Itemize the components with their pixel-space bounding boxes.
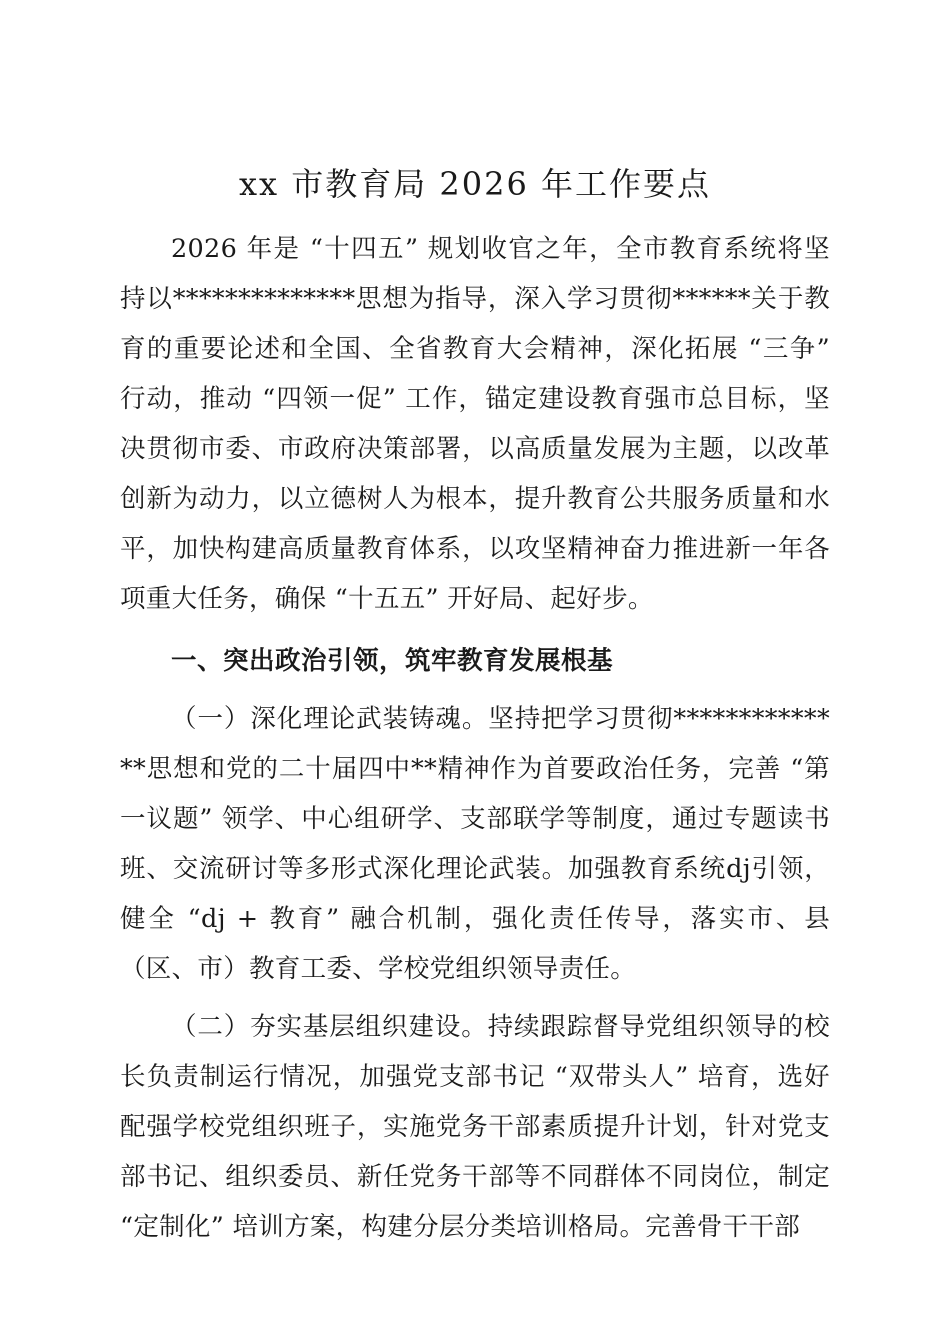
paragraph-intro: 2026 年是 “十四五” 规划收官之年，全市教育系统将坚持以**************思想为指导，深入学习贯彻******关于教育的重要论述和全国、全省教育大会精神，深化拓展 “三争” 行动，推动 “四领一促” 工作，锚定建设教育强市总目标，坚决贯彻市委、市政府决策部署，以高质量发展为主题，以改革创新为动力，以立德树人为根本，提升教育公共服务质量和水平，加快构建高质量教育体系，以攻坚精神奋力推进新一年各项重大任务，确保 “十五五” 开好局、起好步。 — [120, 233, 830, 614]
paragraph-item-1: （一）深化理论武装铸魂。坚持把学习贯彻**************思想和党的二十届四中**精神作为首要政治任务，完善 “第一议题” 领学、中心组研学、支部联学等制度，通过专题读书班、交流研讨等多形式深化理论武装。加强教育系统dj引领，健全 “dj + 教育” 融合机制，强化责任传导，落实市、县（区、市）教育工委、学校党组织领导责任。 — [120, 703, 830, 984]
page-title: xx 市教育局 2026 年工作要点 — [238, 165, 712, 203]
paragraph-item-2: （二）夯实基层组织建设。持续跟踪督导党组织领导的校长负责制运行情况，加强党支部书记 “双带头人” 培育，选好配强学校党组织班子，实施党务干部素质提升计划，针对党支部书记、组织委员、新任党务干部等不同群体不同岗位，制定 “定制化” 培训方案，构建分层分类培训格局。完善骨干干部 — [120, 1011, 830, 1242]
section-heading-1: 一、突出政治引领，筑牢教育发展根基 — [171, 645, 614, 676]
